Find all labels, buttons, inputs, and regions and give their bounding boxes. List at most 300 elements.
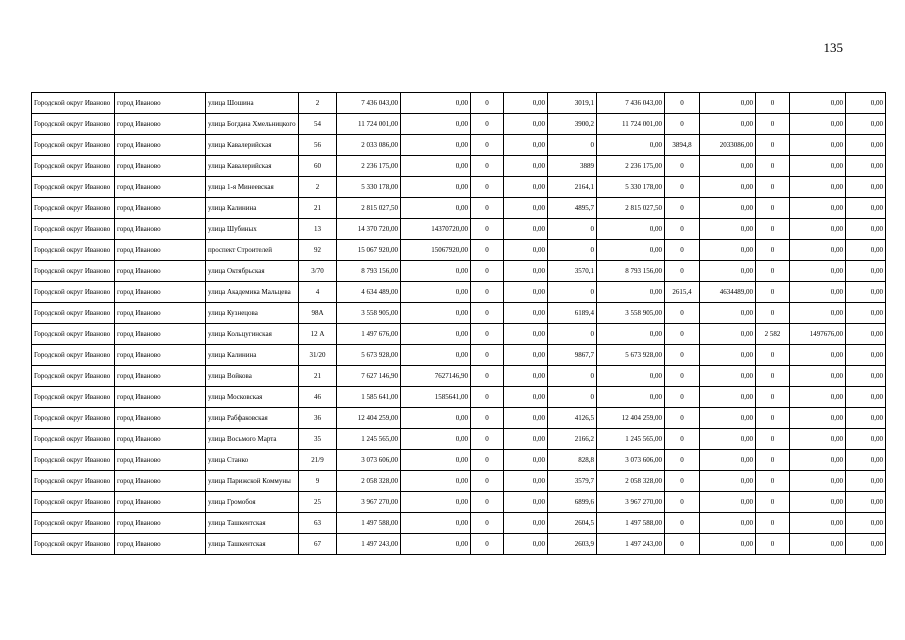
cell-cost-col-8: 0,00 (504, 219, 548, 240)
cell-area-col-9: 6899,6 (548, 492, 597, 513)
cell-house-number: 12 А (299, 324, 337, 345)
cell-cost-col-15: 0,00 (846, 93, 886, 114)
cell-cost-col-12: 0,00 (700, 324, 756, 345)
cell-cost-col-8: 0,00 (504, 408, 548, 429)
table-row (32, 492, 886, 513)
cell-municipality: Городской округ Иваново (32, 450, 115, 471)
cell-street: улица Парижской Коммуны (206, 471, 299, 492)
cell-cost-col-10: 7 436 043,00 (597, 93, 665, 114)
cell-cost-col-6: 0,00 (401, 408, 471, 429)
cell-area-col-11: 0 (665, 450, 700, 471)
cell-area-col-13: 0 (756, 471, 790, 492)
cell-street: улица Ташкентская (206, 534, 299, 555)
cell-cost-col-15: 0,00 (846, 303, 886, 324)
cell-area-col-9: 3579,7 (548, 471, 597, 492)
cell-cost-col-12: 0,00 (700, 387, 756, 408)
cell-settlement: город Иваново (115, 324, 206, 345)
cell-area-col-11: 0 (665, 492, 700, 513)
cell-cost-col-8: 0,00 (504, 513, 548, 534)
cell-count-col-7: 0 (471, 219, 504, 240)
cell-area-col-9: 0 (548, 324, 597, 345)
cell-cost-col-10: 8 793 156,00 (597, 261, 665, 282)
cell-area-col-13: 0 (756, 492, 790, 513)
cell-total-cost: 2 033 086,00 (337, 135, 401, 156)
cell-cost-col-15: 0,00 (846, 156, 886, 177)
table-row (32, 135, 886, 156)
table-row (32, 513, 886, 534)
cell-house-number: 36 (299, 408, 337, 429)
cell-cost-col-6: 0,00 (401, 261, 471, 282)
cell-count-col-7: 0 (471, 261, 504, 282)
cell-cost-col-8: 0,00 (504, 240, 548, 261)
cell-area-col-13: 0 (756, 114, 790, 135)
table-row (32, 429, 886, 450)
cell-house-number: 3/70 (299, 261, 337, 282)
cell-house-number: 2 (299, 177, 337, 198)
cell-settlement: город Иваново (115, 387, 206, 408)
cell-settlement: город Иваново (115, 513, 206, 534)
cell-settlement: город Иваново (115, 282, 206, 303)
page-number: 135 (823, 40, 843, 55)
cell-total-cost: 5 673 928,00 (337, 345, 401, 366)
cell-street: проспект Строителей (206, 240, 299, 261)
table-row (32, 156, 886, 177)
cell-area-col-11: 0 (665, 408, 700, 429)
cell-cost-col-12: 0,00 (700, 261, 756, 282)
table-row (32, 303, 886, 324)
cell-cost-col-10: 11 724 001,00 (597, 114, 665, 135)
cell-street: улица Богдана Хмельницкого (206, 114, 299, 135)
cell-cost-col-14: 0,00 (790, 261, 846, 282)
cell-area-col-13: 0 (756, 513, 790, 534)
cell-cost-col-10: 0,00 (597, 240, 665, 261)
cell-cost-col-6: 0,00 (401, 324, 471, 345)
cell-settlement: город Иваново (115, 261, 206, 282)
cell-count-col-7: 0 (471, 492, 504, 513)
cell-municipality: Городской округ Иваново (32, 324, 115, 345)
cell-cost-col-8: 0,00 (504, 114, 548, 135)
cell-cost-col-12: 0,00 (700, 345, 756, 366)
cell-cost-col-14: 0,00 (790, 114, 846, 135)
cell-cost-col-15: 0,00 (846, 240, 886, 261)
cell-cost-col-15: 0,00 (846, 282, 886, 303)
cell-settlement: город Иваново (115, 492, 206, 513)
cell-area-col-13: 0 (756, 387, 790, 408)
cell-cost-col-15: 0,00 (846, 534, 886, 555)
cell-cost-col-14: 0,00 (790, 408, 846, 429)
cell-cost-col-10: 2 815 027,50 (597, 198, 665, 219)
cell-street: улица Громобоя (206, 492, 299, 513)
table-row (32, 387, 886, 408)
cell-area-col-13: 0 (756, 219, 790, 240)
cell-cost-col-12: 0,00 (700, 198, 756, 219)
cell-cost-col-12: 0,00 (700, 93, 756, 114)
cell-area-col-13: 0 (756, 135, 790, 156)
cell-area-col-13: 0 (756, 261, 790, 282)
cell-cost-col-10: 3 073 606,00 (597, 450, 665, 471)
cell-cost-col-6: 0,00 (401, 450, 471, 471)
cell-house-number: 21 (299, 198, 337, 219)
cell-cost-col-12: 0,00 (700, 114, 756, 135)
table-row (32, 534, 886, 555)
cell-settlement: город Иваново (115, 429, 206, 450)
cell-municipality: Городской округ Иваново (32, 345, 115, 366)
cell-area-col-9: 2603,9 (548, 534, 597, 555)
cell-settlement: город Иваново (115, 114, 206, 135)
table-row (32, 366, 886, 387)
cell-area-col-9: 2604,5 (548, 513, 597, 534)
cell-cost-col-6: 14370720,00 (401, 219, 471, 240)
cell-municipality: Городской округ Иваново (32, 492, 115, 513)
cell-cost-col-8: 0,00 (504, 450, 548, 471)
cell-cost-col-12: 0,00 (700, 450, 756, 471)
cell-street: улица Академика Мальцева (206, 282, 299, 303)
cell-area-col-11: 0 (665, 240, 700, 261)
cell-cost-col-14: 0,00 (790, 429, 846, 450)
cell-area-col-11: 0 (665, 114, 700, 135)
cell-count-col-7: 0 (471, 387, 504, 408)
cell-cost-col-8: 0,00 (504, 345, 548, 366)
table-row (32, 345, 886, 366)
cell-house-number: 56 (299, 135, 337, 156)
cell-count-col-7: 0 (471, 345, 504, 366)
cell-house-number: 54 (299, 114, 337, 135)
cell-cost-col-6: 0,00 (401, 303, 471, 324)
cell-cost-col-8: 0,00 (504, 282, 548, 303)
cell-street: улица Восьмого Марта (206, 429, 299, 450)
cell-cost-col-15: 0,00 (846, 177, 886, 198)
table-row (32, 177, 886, 198)
cell-house-number: 21 (299, 366, 337, 387)
cell-cost-col-10: 0,00 (597, 366, 665, 387)
data-table (31, 92, 886, 555)
cell-total-cost: 1 585 641,00 (337, 387, 401, 408)
cell-municipality: Городской округ Иваново (32, 408, 115, 429)
cell-municipality: Городской округ Иваново (32, 513, 115, 534)
cell-total-cost: 7 627 146,90 (337, 366, 401, 387)
cell-municipality: Городской округ Иваново (32, 114, 115, 135)
cell-total-cost: 8 793 156,00 (337, 261, 401, 282)
cell-total-cost: 1 245 565,00 (337, 429, 401, 450)
cell-cost-col-15: 0,00 (846, 261, 886, 282)
cell-area-col-9: 3570,1 (548, 261, 597, 282)
cell-cost-col-14: 0,00 (790, 471, 846, 492)
cell-house-number: 2 (299, 93, 337, 114)
cell-total-cost: 1 497 588,00 (337, 513, 401, 534)
cell-cost-col-10: 0,00 (597, 135, 665, 156)
cell-area-col-9: 0 (548, 366, 597, 387)
cell-area-col-13: 0 (756, 240, 790, 261)
cell-street: улица 1-я Минеевская (206, 177, 299, 198)
cell-cost-col-15: 0,00 (846, 135, 886, 156)
cell-settlement: город Иваново (115, 135, 206, 156)
cell-total-cost: 15 067 920,00 (337, 240, 401, 261)
cell-street: улица Станко (206, 450, 299, 471)
cell-area-col-11: 0 (665, 345, 700, 366)
cell-municipality: Городской округ Иваново (32, 282, 115, 303)
cell-cost-col-6: 0,00 (401, 534, 471, 555)
cell-cost-col-8: 0,00 (504, 366, 548, 387)
cell-area-col-11: 0 (665, 156, 700, 177)
cell-cost-col-14: 0,00 (790, 198, 846, 219)
cell-area-col-11: 2615,4 (665, 282, 700, 303)
cell-cost-col-10: 1 497 243,00 (597, 534, 665, 555)
cell-cost-col-15: 0,00 (846, 429, 886, 450)
cell-area-col-9: 3889 (548, 156, 597, 177)
cell-municipality: Городской округ Иваново (32, 219, 115, 240)
cell-house-number: 13 (299, 219, 337, 240)
cell-cost-col-14: 0,00 (790, 282, 846, 303)
cell-area-col-11: 0 (665, 261, 700, 282)
cell-cost-col-8: 0,00 (504, 177, 548, 198)
cell-settlement: город Иваново (115, 198, 206, 219)
cell-cost-col-14: 0,00 (790, 303, 846, 324)
cell-cost-col-12: 0,00 (700, 366, 756, 387)
cell-cost-col-6: 0,00 (401, 282, 471, 303)
cell-cost-col-10: 2 236 175,00 (597, 156, 665, 177)
cell-cost-col-14: 0,00 (790, 219, 846, 240)
cell-area-col-11: 0 (665, 93, 700, 114)
cell-total-cost: 2 236 175,00 (337, 156, 401, 177)
cell-street: улица Кавалерийская (206, 156, 299, 177)
cell-area-col-13: 0 (756, 429, 790, 450)
cell-street: улица Шубиных (206, 219, 299, 240)
cell-cost-col-14: 0,00 (790, 177, 846, 198)
cell-cost-col-10: 0,00 (597, 282, 665, 303)
cell-total-cost: 2 815 027,50 (337, 198, 401, 219)
cell-cost-col-12: 0,00 (700, 240, 756, 261)
table-row (32, 282, 886, 303)
cell-cost-col-6: 7627146,90 (401, 366, 471, 387)
cell-cost-col-6: 0,00 (401, 93, 471, 114)
cell-cost-col-8: 0,00 (504, 303, 548, 324)
cell-cost-col-14: 0,00 (790, 345, 846, 366)
cell-street: улица Шошина (206, 93, 299, 114)
cell-total-cost: 7 436 043,00 (337, 93, 401, 114)
table-row (32, 240, 886, 261)
cell-cost-col-14: 0,00 (790, 93, 846, 114)
cell-cost-col-12: 0,00 (700, 534, 756, 555)
cell-total-cost: 1 497 676,00 (337, 324, 401, 345)
cell-house-number: 92 (299, 240, 337, 261)
cell-street: улица Войкова (206, 366, 299, 387)
table-row (32, 261, 886, 282)
cell-count-col-7: 0 (471, 114, 504, 135)
cell-count-col-7: 0 (471, 240, 504, 261)
cell-cost-col-12: 0,00 (700, 471, 756, 492)
cell-total-cost: 14 370 720,00 (337, 219, 401, 240)
cell-area-col-9: 3900,2 (548, 114, 597, 135)
cell-cost-col-14: 0,00 (790, 450, 846, 471)
cell-cost-col-15: 0,00 (846, 492, 886, 513)
cell-municipality: Городской округ Иваново (32, 366, 115, 387)
cell-cost-col-8: 0,00 (504, 429, 548, 450)
cell-cost-col-15: 0,00 (846, 219, 886, 240)
cell-street: улица Рабфаковская (206, 408, 299, 429)
cell-cost-col-6: 0,00 (401, 345, 471, 366)
cell-house-number: 4 (299, 282, 337, 303)
cell-settlement: город Иваново (115, 240, 206, 261)
cell-area-col-11: 0 (665, 534, 700, 555)
cell-street: улица Ташкентская (206, 513, 299, 534)
cell-house-number: 98А (299, 303, 337, 324)
cell-settlement: город Иваново (115, 408, 206, 429)
cell-area-col-13: 2 582 (756, 324, 790, 345)
cell-area-col-13: 0 (756, 93, 790, 114)
cell-cost-col-15: 0,00 (846, 114, 886, 135)
cell-cost-col-8: 0,00 (504, 387, 548, 408)
cell-area-col-9: 6189,4 (548, 303, 597, 324)
cell-cost-col-10: 5 330 178,00 (597, 177, 665, 198)
cell-house-number: 9 (299, 471, 337, 492)
cell-house-number: 46 (299, 387, 337, 408)
cell-area-col-9: 9867,7 (548, 345, 597, 366)
cell-cost-col-6: 1585641,00 (401, 387, 471, 408)
cell-count-col-7: 0 (471, 156, 504, 177)
table-row (32, 471, 886, 492)
cell-cost-col-14: 0,00 (790, 513, 846, 534)
cell-cost-col-14: 0,00 (790, 135, 846, 156)
cell-area-col-13: 0 (756, 198, 790, 219)
table-row (32, 219, 886, 240)
cell-count-col-7: 0 (471, 534, 504, 555)
cell-cost-col-8: 0,00 (504, 93, 548, 114)
cell-total-cost: 11 724 001,00 (337, 114, 401, 135)
cell-area-col-13: 0 (756, 534, 790, 555)
cell-municipality: Городской округ Иваново (32, 303, 115, 324)
cell-cost-col-12: 0,00 (700, 177, 756, 198)
cell-street: улица Кавалерийская (206, 135, 299, 156)
cell-cost-col-8: 0,00 (504, 135, 548, 156)
cell-count-col-7: 0 (471, 93, 504, 114)
cell-total-cost: 4 634 489,00 (337, 282, 401, 303)
cell-settlement: город Иваново (115, 534, 206, 555)
cell-cost-col-8: 0,00 (504, 534, 548, 555)
cell-area-col-9: 3019,1 (548, 93, 597, 114)
cell-settlement: город Иваново (115, 303, 206, 324)
cell-street: улица Кузнецова (206, 303, 299, 324)
table-row (32, 450, 886, 471)
cell-area-col-11: 0 (665, 366, 700, 387)
cell-area-col-13: 0 (756, 408, 790, 429)
cell-area-col-9: 0 (548, 135, 597, 156)
cell-cost-col-15: 0,00 (846, 471, 886, 492)
cell-cost-col-14: 0,00 (790, 387, 846, 408)
cell-area-col-11: 0 (665, 513, 700, 534)
cell-settlement: город Иваново (115, 93, 206, 114)
cell-street: улица Калинина (206, 345, 299, 366)
table-row (32, 198, 886, 219)
cell-cost-col-15: 0,00 (846, 198, 886, 219)
cell-house-number: 67 (299, 534, 337, 555)
table-row (32, 408, 886, 429)
cell-cost-col-14: 0,00 (790, 534, 846, 555)
cell-settlement: город Иваново (115, 450, 206, 471)
cell-count-col-7: 0 (471, 324, 504, 345)
cell-house-number: 31/20 (299, 345, 337, 366)
cell-house-number: 25 (299, 492, 337, 513)
cell-cost-col-10: 0,00 (597, 387, 665, 408)
cell-total-cost: 3 073 606,00 (337, 450, 401, 471)
cell-municipality: Городской округ Иваново (32, 387, 115, 408)
cell-area-col-13: 0 (756, 366, 790, 387)
cell-cost-col-6: 0,00 (401, 177, 471, 198)
cell-cost-col-14: 0,00 (790, 240, 846, 261)
cell-street: улица Московская (206, 387, 299, 408)
cell-municipality: Городской округ Иваново (32, 429, 115, 450)
cell-cost-col-10: 3 558 905,00 (597, 303, 665, 324)
cell-area-col-9: 4126,5 (548, 408, 597, 429)
cell-cost-col-14: 0,00 (790, 492, 846, 513)
cell-house-number: 35 (299, 429, 337, 450)
cell-cost-col-6: 0,00 (401, 198, 471, 219)
cell-total-cost: 1 497 243,00 (337, 534, 401, 555)
cell-total-cost: 12 404 259,00 (337, 408, 401, 429)
cell-cost-col-8: 0,00 (504, 492, 548, 513)
cell-total-cost: 3 558 905,00 (337, 303, 401, 324)
cell-count-col-7: 0 (471, 471, 504, 492)
cell-area-col-13: 0 (756, 450, 790, 471)
cell-count-col-7: 0 (471, 408, 504, 429)
cell-cost-col-6: 0,00 (401, 513, 471, 534)
cell-area-col-11: 0 (665, 471, 700, 492)
cell-cost-col-6: 0,00 (401, 156, 471, 177)
cell-municipality: Городской округ Иваново (32, 534, 115, 555)
cell-cost-col-10: 12 404 259,00 (597, 408, 665, 429)
cell-house-number: 63 (299, 513, 337, 534)
cell-cost-col-12: 4634489,00 (700, 282, 756, 303)
cell-cost-col-6: 0,00 (401, 135, 471, 156)
cell-cost-col-10: 5 673 928,00 (597, 345, 665, 366)
cell-count-col-7: 0 (471, 135, 504, 156)
cell-area-col-11: 0 (665, 324, 700, 345)
cell-cost-col-6: 0,00 (401, 429, 471, 450)
cell-area-col-9: 2164,1 (548, 177, 597, 198)
cell-municipality: Городской округ Иваново (32, 471, 115, 492)
cell-total-cost: 3 967 270,00 (337, 492, 401, 513)
cell-area-col-9: 2166,2 (548, 429, 597, 450)
cell-cost-col-15: 0,00 (846, 345, 886, 366)
cell-municipality: Городской округ Иваново (32, 93, 115, 114)
cell-area-col-11: 3894,8 (665, 135, 700, 156)
cell-cost-col-12: 0,00 (700, 408, 756, 429)
cell-house-number: 60 (299, 156, 337, 177)
cell-area-col-13: 0 (756, 303, 790, 324)
cell-cost-col-6: 0,00 (401, 114, 471, 135)
cell-area-col-11: 0 (665, 387, 700, 408)
cell-area-col-13: 0 (756, 282, 790, 303)
cell-cost-col-8: 0,00 (504, 261, 548, 282)
cell-count-col-7: 0 (471, 429, 504, 450)
cell-municipality: Городской округ Иваново (32, 240, 115, 261)
cell-area-col-13: 0 (756, 177, 790, 198)
cell-cost-col-12: 0,00 (700, 303, 756, 324)
cell-cost-col-15: 0,00 (846, 450, 886, 471)
cell-municipality: Городской округ Иваново (32, 156, 115, 177)
cell-settlement: город Иваново (115, 366, 206, 387)
cell-area-col-11: 0 (665, 177, 700, 198)
cell-cost-col-15: 0,00 (846, 387, 886, 408)
cell-cost-col-10: 3 967 270,00 (597, 492, 665, 513)
cell-count-col-7: 0 (471, 198, 504, 219)
cell-area-col-11: 0 (665, 219, 700, 240)
cell-cost-col-12: 0,00 (700, 219, 756, 240)
cell-cost-col-8: 0,00 (504, 156, 548, 177)
table-row (32, 93, 886, 114)
cell-area-col-9: 0 (548, 387, 597, 408)
cell-municipality: Городской округ Иваново (32, 198, 115, 219)
cell-area-col-13: 0 (756, 345, 790, 366)
